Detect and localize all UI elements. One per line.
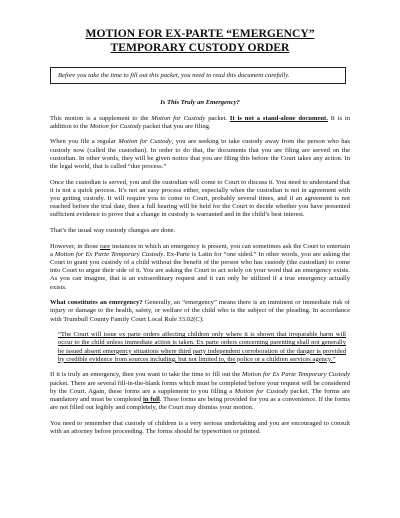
p7-text-a: If it is truly an emergency, then you want to take the time to fill out the: [50, 371, 243, 379]
p7-italic-motion-title: Motion for Ex Parte Temporary Custody: [242, 371, 350, 379]
p2-text-c: , you are seeking to take custody away from the person who has custody now (called the custodian). In order to do that, the documents that you are filing are served on the custodian. In other words, they will be given notice that you are filing this before the Court takes any action. In the legal world, that is called “due process.”: [50, 138, 350, 170]
p7-text-c: packet. There are several fill-in-the-blank forms which must be completed before your request will be considered by the Court. Again, these forms are a supplement to you filling a: [50, 379, 350, 395]
document-body: [50, 99, 350, 444]
paragraph-7: [50, 371, 350, 412]
title-line-1: MOTION FOR EX-PARTE “EMERGENCY”: [85, 27, 315, 40]
paragraph-4: That’s the usual way custody changes are done.: [50, 227, 176, 234]
p2-italic-motion-for-custody: Motion for Custody: [118, 138, 172, 146]
local-rule-quote: “The Court will issue ex parte orders affecting children only where it is shown that irreparable harm will occur to the child unless immediate action is taken. Ex parte orders concerning parenting shall not generally be issued absent emergency situations where third party independent corroboration of the danger is provided by credible evidence from sources including, but not limited to, the police or a children services agency.”: [58, 331, 346, 363]
p7-emphasis-in-full: in full: [143, 396, 160, 404]
p5-italic-motion-title: Motion for Ex Parte Temporary Custody: [54, 250, 164, 258]
p1-text-e: It is in addition to the: [50, 114, 350, 130]
paragraph-8: You need to remember that custody of children is a very serious undertaking and you are encouraged to consult with an attorney before proceeding. The forms should be typewritten or printed.: [50, 419, 350, 436]
p1-text-c: packet.: [205, 114, 230, 122]
p5-underlined-rare: rare: [99, 242, 111, 250]
p1-emphasis-not-stand-alone: It is not a stand-alone document.: [229, 114, 328, 122]
p7-text-g: . These forms are being provided for you as a convenience. If the forms are not filled out legibly and completely, the Court may dismiss your motion.: [50, 396, 350, 412]
p2-text-a: When you file a regular: [50, 138, 119, 146]
paragraph-2: [50, 138, 350, 171]
p6-bold-question: What constitutes an emergency?: [50, 299, 143, 307]
paragraph-3: Once the custodian is served, you and the custodian will come to Court to discuss it. You need to understand that it is not a quick process. It’s not an easy process either, especially when the custodian is not in agreement with you getting custody. It will require you to come to Court, probably several times, and if an agreement is not reached before the trial date, then a full hearing will be held for the Court to decide whether you have presented sufficient evidence to prove that a change in custody is warranted and in the child’s best interest.: [50, 178, 350, 219]
p1-italic-motion-for-custody: Motion for Custody: [151, 114, 206, 122]
title-line-2: TEMPORARY CUSTODY ORDER: [110, 41, 290, 54]
p6-text-b: Generally, an “emergency” means there is an imminent or immediate risk of injury or damage to the health, safety, or welfare of the child who is the subject of the pleading. In accordance with Trumbull County Family Court Local Rule 33.02(C):: [50, 299, 350, 323]
notice-box: Before you take the time to fill out this packet, you need to read this document carefully.: [50, 67, 346, 84]
p5-text-e: . Ex-Parte is Latin for “one sided.” In other words, you are asking the Court to grant you custody of a child without the benefit of the person who has custody (the custodian) to come into Court to argue their side of it. You are asking the Court to act solely on your word that an emergency exists. As you can imagine, that is an extraordinary request and it can only be utilized if a true emergency actually exists.: [50, 250, 351, 291]
p5-text-a: However, in those: [50, 242, 100, 250]
p1-italic-motion-for-custody-2: Motion for Custody: [89, 122, 142, 130]
p7-text-e: packet. The forms are mandatory and must be completed: [50, 387, 351, 404]
p1-text-g: packet that you are filing.: [141, 122, 211, 130]
paragraph-5: [50, 243, 350, 292]
p1-text-a: This motion is a supplement to the: [50, 114, 152, 122]
paragraph-6: [50, 299, 350, 324]
section-heading: Is This Truly an Emergency?: [160, 99, 240, 106]
p7-italic-motion-for-custody: Motion for Custody: [234, 387, 288, 395]
p5-text-c: instances in which an emergency is present, you can sometimes ask the Court to entertain a: [50, 242, 350, 258]
paragraph-1: [50, 115, 350, 131]
